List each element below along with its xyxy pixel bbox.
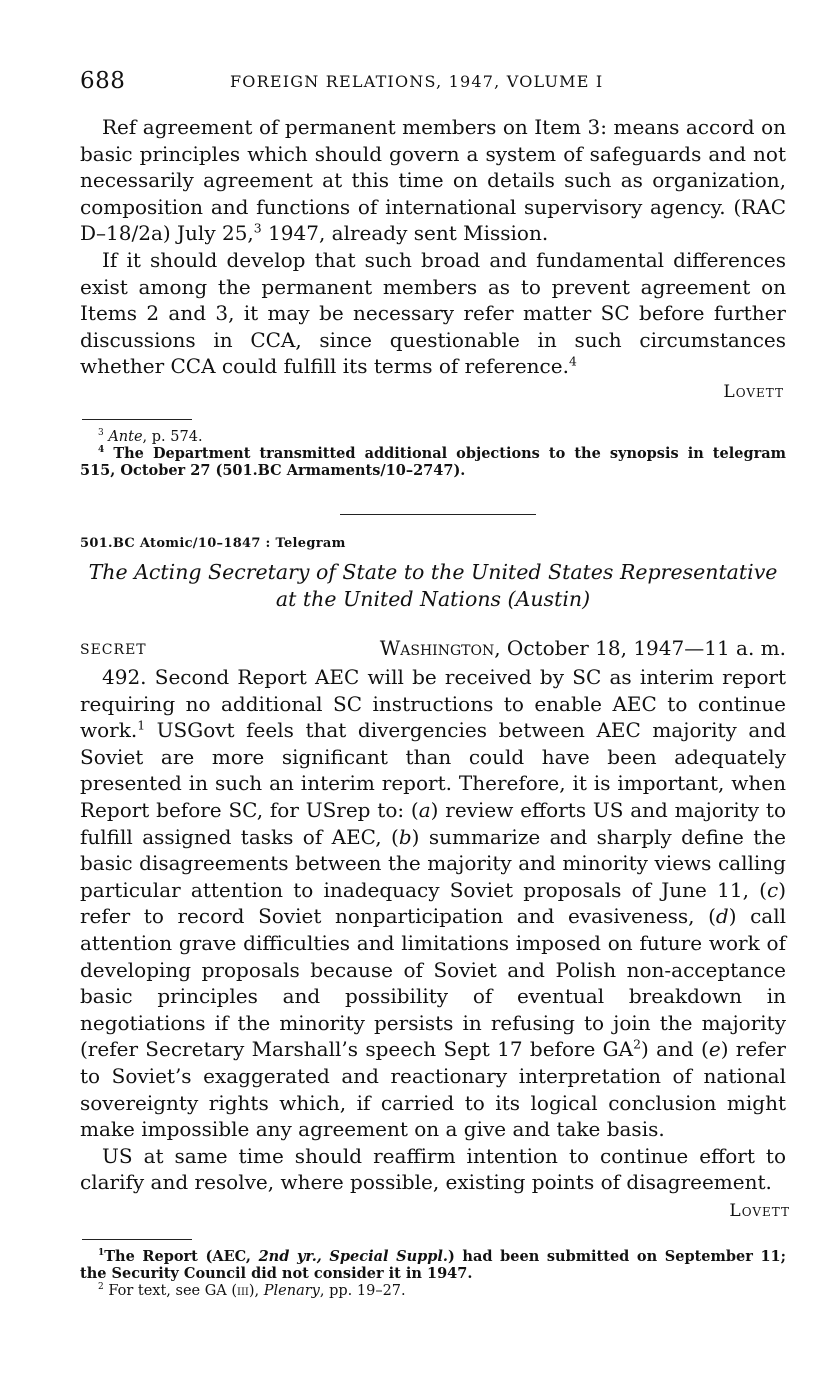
footnote-rule-1 bbox=[82, 419, 192, 420]
file-reference: 501.BC Atomic/10–1847 : Telegram bbox=[80, 536, 346, 551]
doc2-paragraph-1: 492. Second Report AEC will be received by SC as interim report requiring no additional SC instructions to enable AEC to continue work.$^1$ USGovt feels that divergencies between AEC majority and Soviet are more significant than could have been adequately presented in such an interim report. Therefore, it is important, when Report before SC, for USrep to: (a) review efforts US and majority to fulfill assigned tasks of AEC, (b) summarize and sharply define the basic disagreements between the majority and minority views calling particular attention to inadequacy Soviet proposals of June 11, (c) refer to record Soviet nonparticipation and evasiveness, (d) call attention grave difficulties and limitations imposed on future work of developing proposals because of Soviet and Polish non-acceptance basic principles and possibility of eventual breakdown in negotiations if the minority persists in refusing to join the majority (refer Secretary Marshall’s speech Sept 17 before $GA^2$) and (e) refer to Soviet’s exaggerated and reactionary interpretation of national sovereignty rights which, if carried to its logical conclusion might make impossible any agreement on a give and take basis. bbox=[80, 665, 787, 1142]
running-head: FOREIGN RELATIONS, 1947, VOLUME I bbox=[230, 72, 604, 91]
place-date bbox=[380, 636, 786, 660]
document-2-body bbox=[80, 664, 786, 1196]
document-title: The Acting Secretary of State to the United States Representative at the United Nations (Austin) bbox=[88, 560, 778, 611]
doc1-paragraph-1: Ref agreement of permanent members on Item 3: means accord on basic principles which should govern a system of safeguards and not necessarily agreement at this time on details such as organization, composition and functions of international supervisory agency. (RAC D–18/2a) July 25,$^3$ 1947, already sent Mission. bbox=[80, 115, 786, 246]
footnote-ref-3: 3 bbox=[253, 220, 262, 236]
footnote-4: $^4$ The Department transmitted additional objections to the synopsis in telegram 515, October 27 (501.BC Armaments/10–2747). bbox=[80, 444, 786, 479]
footnote-2: $^2$ For text, see GA (iii), Plenary, pp. 19–27. bbox=[98, 1281, 406, 1299]
doc1-paragraph-2: If it should develop that such broad and fundamental differences exist among the permanent members as to prevent agreement on Items 2 and 3, it may be necessary refer matter SC before further discussions in CCA, since questionable in such circumstances whether CCA could fulfill its terms of reference.$^4$ bbox=[80, 247, 786, 379]
footnote-1: $^1$The Report (AEC, 2nd yr., Special Suppl.) had been submitted on September 11; the Security Council did not consider it in 1947. bbox=[80, 1248, 786, 1282]
footnote-ref-4: 4 bbox=[568, 353, 577, 369]
footnote-ref-1: 1 bbox=[137, 717, 146, 733]
doc2-paragraph-2: US at same time should reaffirm intention to continue effort to clarify and resolve, where possible, existing points of disagreement. bbox=[80, 1143, 786, 1195]
place: Washington bbox=[379, 636, 495, 660]
document-separator bbox=[340, 514, 536, 515]
footnote-rule-2 bbox=[82, 1239, 192, 1240]
document-1-body bbox=[80, 114, 786, 380]
doc2-signature: Lovett bbox=[729, 1201, 790, 1221]
doc1-signature: Lovett bbox=[723, 382, 784, 402]
dateline bbox=[80, 636, 786, 662]
footnote-3: $^3$ Ante, p. 574. bbox=[98, 428, 203, 445]
classification: SECRET bbox=[80, 642, 147, 658]
page-number: 688 bbox=[80, 68, 126, 94]
footnotes-2 bbox=[80, 1249, 786, 1299]
footnote-ref-2: 2 bbox=[633, 1036, 641, 1052]
page-header bbox=[80, 68, 786, 100]
footnotes-1 bbox=[80, 429, 786, 479]
date: , October 18, 1947—11 a. m. bbox=[494, 636, 786, 660]
